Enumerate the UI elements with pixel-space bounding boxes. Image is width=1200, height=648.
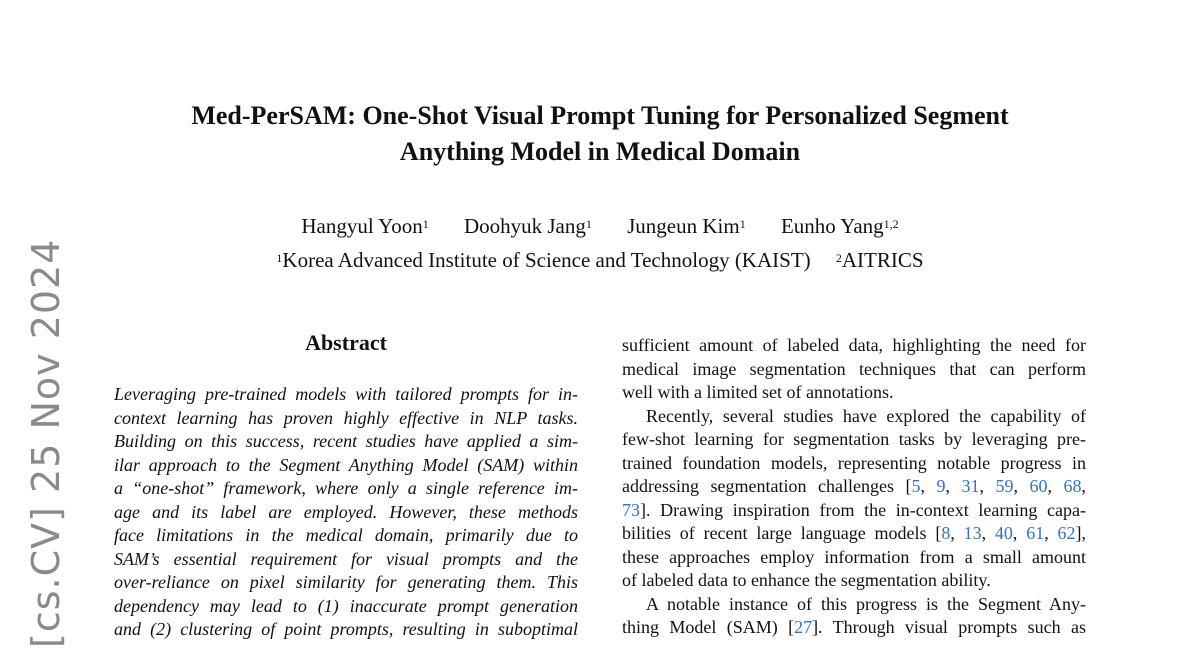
abstract-line: Leveraging pre-trained models with tailored prompts for in-: [114, 384, 578, 404]
body-text: ]. Through visual prompts such as: [812, 617, 1086, 637]
paper-title: [0, 98, 1200, 170]
citation-link[interactable]: 59: [995, 476, 1014, 496]
author-name: Eunho Yang: [780, 214, 884, 238]
body-line: Recently, several studies have explored the capability of: [646, 405, 1086, 426]
body-line: these approaches employ information from a small amount: [622, 546, 1086, 567]
citation-link[interactable]: 31: [961, 476, 980, 496]
citation-link[interactable]: 13: [963, 523, 982, 543]
title-line: Anything Model in Medical Domain: [399, 137, 801, 166]
author-affil-mark: 1,2: [883, 217, 899, 231]
citation-link[interactable]: 9: [936, 476, 946, 496]
body-line: medical image segmentation techniques that can perform: [622, 358, 1086, 379]
abstract-line: a “one-shot” framework, where only a single reference im-: [114, 478, 578, 498]
affiliation-name: Korea Advanced Institute of Science and Technology (KAIST): [282, 248, 811, 272]
title-line: Med-PerSAM: One-Shot Visual Prompt Tuning for Personalized Segment: [191, 101, 1009, 130]
body-text: ],: [1075, 523, 1087, 543]
author-affil-mark: 1: [585, 217, 592, 231]
affiliation: [836, 248, 924, 272]
affiliation: [276, 248, 810, 272]
author-name: Hangyul Yoon: [301, 214, 423, 238]
citation-link[interactable]: 61: [1026, 523, 1045, 543]
author-name: Doohyuk Jang: [463, 214, 586, 238]
body-line: of labeled data to enhance the segmentation ability.: [622, 570, 991, 590]
citation-link[interactable]: 8: [941, 523, 951, 543]
body-line: trained foundation models, representing notable progress in: [622, 452, 1086, 473]
abstract-line: context learning has proven highly effective in NLP tasks.: [114, 407, 578, 428]
citation-link[interactable]: 68: [1063, 476, 1082, 496]
affiliation-list: [0, 246, 1200, 274]
abstract-line: Building on this success, recent studies have applied a sim-: [114, 431, 578, 451]
author: [464, 214, 592, 238]
body-text: bilities of recent large language models [: [622, 523, 942, 543]
citation-link[interactable]: 5: [911, 476, 921, 496]
body-line-with-citations: addressing segmentation challenges [5, 9, 31, 59, 60, 68,: [622, 476, 1087, 496]
abstract-line: age and its label are employed. However, these methods: [114, 501, 578, 522]
abstract-body: [114, 383, 578, 642]
author: [781, 214, 899, 238]
abstract-line: dependency may lead to (1) inaccurate prompt generation: [114, 595, 578, 616]
body-line-with-citations: [622, 499, 1086, 523]
introduction-column: [622, 334, 1086, 640]
author-list: [0, 212, 1200, 240]
author: [301, 214, 428, 238]
affiliation-mark: 2: [835, 251, 842, 265]
body-line-with-citations: [622, 616, 1086, 640]
abstract-line: and (2) clustering of point prompts, resulting in suboptimal: [114, 619, 578, 639]
author-affil-mark: 1: [422, 217, 429, 231]
abstract-line: SAM’s essential requirement for visual prompts and the: [114, 548, 578, 569]
citation-link[interactable]: 27: [794, 617, 813, 637]
body-text: addressing segmentation challenges [: [622, 476, 912, 496]
body-line: sufficient amount of labeled data, highlighting the need for: [622, 335, 1086, 355]
abstract-line: ilar approach to the Segment Anything Model (SAM) within: [114, 454, 578, 475]
affiliation-mark: 1: [276, 251, 283, 265]
body-text: thing Model (SAM) [: [622, 617, 795, 637]
author: [627, 214, 746, 238]
citation-link[interactable]: 62: [1057, 523, 1076, 543]
citation-link[interactable]: 73: [622, 499, 640, 520]
body-line-with-citations: bilities of recent large language models [8, 13, 40, 61, 62],: [622, 523, 1087, 543]
abstract-line: over-reliance on pixel similarity for generating them. This: [114, 572, 578, 592]
body-line: A notable instance of this progress is the Segment Any-: [646, 593, 1086, 614]
body-line: few-shot learning for segmentation tasks by leveraging pre-: [622, 429, 1086, 449]
body-line: well with a limited set of annotations.: [622, 382, 894, 402]
abstract-heading: Abstract: [305, 330, 387, 355]
arxiv-stamp: [cs.CV] 25 Nov 2024: [24, 238, 68, 648]
affiliation-name: AITRICS: [841, 248, 924, 272]
citation-link[interactable]: 40: [994, 523, 1013, 543]
body-text: ]. Drawing inspiration from the in-context learning capa-: [640, 499, 1086, 520]
author-name: Jungeun Kim: [627, 214, 740, 238]
author-affil-mark: 1: [739, 217, 746, 231]
citation-link[interactable]: 60: [1029, 476, 1048, 496]
abstract-line: face limitations in the medical domain, primarily due to: [114, 525, 578, 545]
